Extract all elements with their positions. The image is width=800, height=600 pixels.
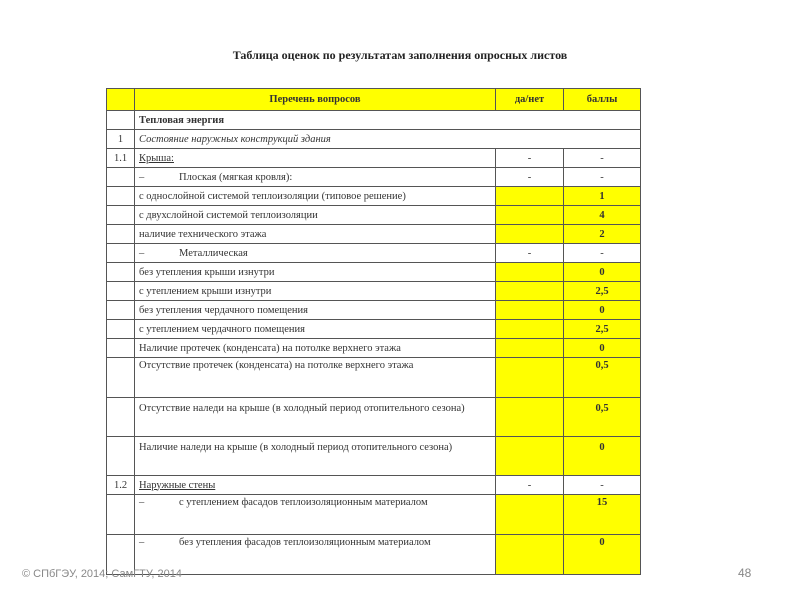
dash-bullet: – (139, 537, 145, 548)
table-row: без утепления крыши изнутри 0 (107, 263, 641, 282)
score-table (106, 88, 641, 575)
dash-bullet: – (139, 497, 145, 508)
yesno-cell[interactable] (496, 225, 564, 244)
table-row: с утеплением крыши изнутри 2,5 (107, 282, 641, 301)
yesno-cell[interactable] (496, 301, 564, 320)
yesno-cell[interactable] (496, 339, 564, 358)
header-question: Перечень вопросов (135, 89, 496, 111)
page-number: 48 (738, 566, 752, 580)
yesno-cell[interactable] (496, 495, 564, 535)
table-row: 1.2 Наружные стены - - (107, 476, 641, 495)
yesno-cell[interactable] (496, 398, 564, 437)
header-num (107, 89, 135, 111)
table-row: наличие технического этажа 2 (107, 225, 641, 244)
table-row: – Плоская (мягкая кровля): - - (107, 168, 641, 187)
table-row: с однослойной системой теплоизоляции (типовое решение) 1 (107, 187, 641, 206)
table-row: с двухслойной системой теплоизоляции 4 (107, 206, 641, 225)
table-row: – без утепления фасадов теплоизоляционным материалом 0 (107, 535, 641, 575)
table-row: 1.1 Крыша: - - (107, 149, 641, 168)
table-row: с утеплением чердачного помещения 2,5 (107, 320, 641, 339)
table-row: без утепления чердачного помещения 0 (107, 301, 641, 320)
copyright-footer: © СПбГЭУ, 2014; СамГТУ, 2014 (22, 568, 182, 580)
dash-bullet: – (139, 171, 145, 183)
header-yesno: да/нет (496, 89, 564, 111)
table-row: Отсутствие наледи на крыше (в холодный период отопительного сезона) 0,5 (107, 398, 641, 437)
yesno-cell[interactable] (496, 282, 564, 301)
yesno-cell[interactable] (496, 437, 564, 476)
table-row: 1 Состояние наружных конструкций здания (107, 130, 641, 149)
yesno-cell[interactable] (496, 358, 564, 398)
yesno-cell[interactable] (496, 206, 564, 225)
table-row: Отсутствие протечек (конденсата) на потолке верхнего этажа 0,5 (107, 358, 641, 398)
table-row: Наличие протечек (конденсата) на потолке верхнего этажа 0 (107, 339, 641, 358)
table-row: – с утеплением фасадов теплоизоляционным материалом 15 (107, 495, 641, 535)
section-row (107, 111, 641, 130)
dash-bullet: – (139, 247, 145, 259)
header-score: баллы (564, 89, 641, 111)
yesno-cell[interactable] (496, 187, 564, 206)
yesno-cell[interactable] (496, 320, 564, 339)
table-header-row (107, 89, 641, 111)
table-row: Наличие наледи на крыше (в холодный период отопительного сезона) 0 (107, 437, 641, 476)
yesno-cell[interactable] (496, 263, 564, 282)
yesno-cell[interactable] (496, 535, 564, 575)
section-title: Тепловая энергия (135, 111, 641, 130)
table-title: Таблица оценок по результатам заполнения опросных листов (232, 48, 568, 62)
table-row: – Металлическая - - (107, 244, 641, 263)
